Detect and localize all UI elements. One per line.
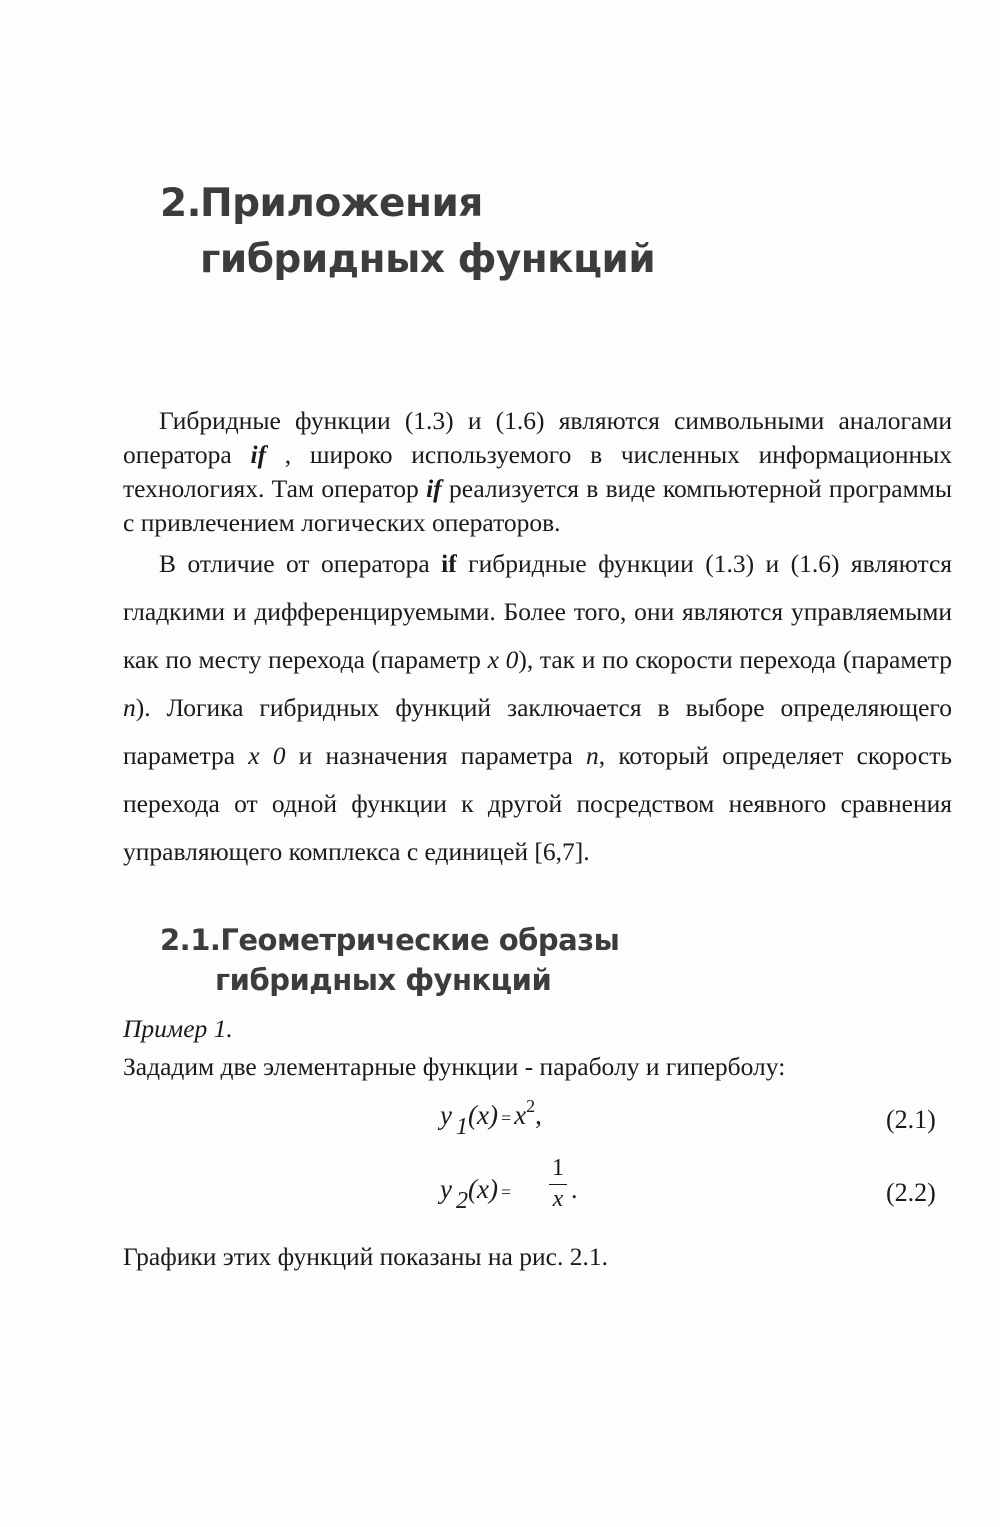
formula-exponent: 2 [526, 1096, 536, 1116]
formula-symbol: y [440, 1174, 452, 1204]
example-intro: Зададим две элементарные функции - параболу и гиперболу: [123, 1052, 786, 1081]
fraction-bar [549, 1184, 567, 1185]
fraction-denominator: x [552, 1186, 564, 1212]
closing-text: Графики этих функций показаны на рис. 2.1. [123, 1242, 608, 1271]
if-operator: if [441, 549, 457, 578]
text-run: реализуется в виде компьютерной программы с привлечением логических операторов. [123, 474, 953, 537]
text-run: Гибридные функции (1.3) и (1.6) являются символьными аналогами оператора [123, 406, 952, 469]
formula-symbol: y [440, 1100, 452, 1130]
text-run: , широко используемого в численных информационных технологиях. Там оператор [123, 440, 953, 503]
formula-equals: = [500, 1108, 512, 1128]
if-operator: if [250, 440, 267, 469]
formula-punct: , [535, 1100, 542, 1130]
equation-number-2-1: (2.1) [886, 1105, 936, 1134]
text-run: , который определяет скорость перехода от одной функции к другой посредством неявного сравнения управляющего комплекса с единицей [6,7]. [123, 741, 953, 866]
chapter-title-line1: Приложения [200, 181, 483, 226]
fraction [547, 1156, 569, 1211]
formula-symbol: x [514, 1100, 527, 1130]
chapter-number: 2. [160, 181, 201, 226]
formula-argument: (x) [467, 1100, 498, 1130]
formula-argument: (x) [467, 1174, 498, 1204]
section-title [160, 920, 619, 1000]
example-label: Пример 1. [123, 1014, 233, 1043]
intro-text [123, 404, 952, 876]
text-run: гибридные функции (1.3) и (1.6) являются гладкими и дифференцируемыми. Более того, они являются управляемыми как по месту перехода (параметр [123, 549, 952, 674]
param-n: n [586, 741, 599, 770]
paragraph-1 [123, 404, 952, 540]
param-x0: x 0 [487, 645, 519, 674]
fraction-numerator: 1 [552, 1155, 564, 1181]
formula-punct: . [571, 1175, 578, 1204]
section-title-line1: Геометрические образы [220, 923, 620, 957]
formula-subscript: 1 [455, 1114, 468, 1140]
formula-parabola [440, 1096, 542, 1140]
chapter-title [160, 176, 655, 288]
text-run: ). Логика гибридных функций заключается в выборе определяющего параметра [123, 693, 952, 770]
section-number: 2.1. [160, 923, 221, 957]
text-run: и назначения параметра [285, 741, 587, 770]
if-operator: if [426, 474, 442, 503]
formula-subscript: 2 [455, 1188, 468, 1214]
section-title-line2: гибридных функций [215, 963, 552, 997]
equation-number-2-2: (2.2) [886, 1178, 936, 1207]
chapter-title-line2: гибридных функций [200, 237, 656, 282]
param-x0: x 0 [248, 741, 286, 770]
text-run: ), так и по скорости перехода (параметр [518, 645, 952, 674]
formula-equals: = [500, 1182, 512, 1202]
paragraph-2 [123, 540, 952, 876]
param-n: n [123, 693, 136, 722]
text-run: В отличие от оператора [159, 549, 442, 578]
formula-hyperbola [440, 1174, 514, 1214]
